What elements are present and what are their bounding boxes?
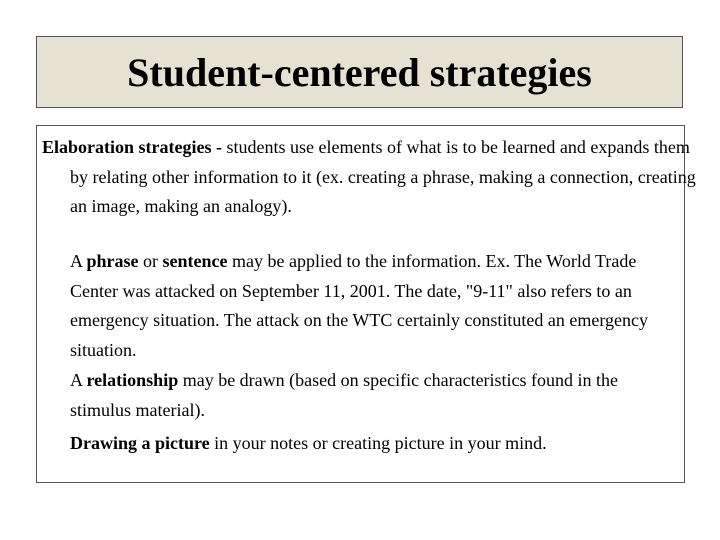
sentence-term: sentence bbox=[162, 251, 228, 271]
phrase-paragraph bbox=[70, 247, 672, 365]
relationship-text: may be drawn (based on specific characteristics found in the stimulus material). bbox=[70, 370, 619, 420]
picture-term: Drawing a picture bbox=[70, 433, 210, 453]
title-box bbox=[36, 36, 683, 108]
phrase-lead: A bbox=[70, 251, 87, 271]
phrase-term: phrase bbox=[86, 251, 139, 271]
elaboration-term: Elaboration strategies - bbox=[42, 137, 222, 157]
phrase-mid: or bbox=[138, 251, 163, 271]
relationship-term: relationship bbox=[86, 370, 179, 390]
relationship-lead: A bbox=[70, 370, 87, 390]
picture-text: in your notes or creating picture in your mind. bbox=[209, 433, 547, 453]
content-box bbox=[36, 125, 696, 483]
elaboration-text: students use elements of what is to be learned and expands them by relating other information to it (ex. creating a phrase, making a connection, creating an image, making an analogy). bbox=[70, 137, 696, 216]
picture-paragraph bbox=[70, 429, 672, 459]
phrase-text: may be applied to the information. Ex. The World Trade Center was attacked on September 11, 2001. The date, "9-11" also refers to an emergency situation. The attack on the WTC certainly constituted an emergency situation. bbox=[70, 251, 648, 360]
elaboration-paragraph bbox=[42, 133, 700, 222]
slide-title: Student-centered strategies bbox=[127, 50, 592, 95]
relationship-paragraph bbox=[70, 366, 672, 425]
